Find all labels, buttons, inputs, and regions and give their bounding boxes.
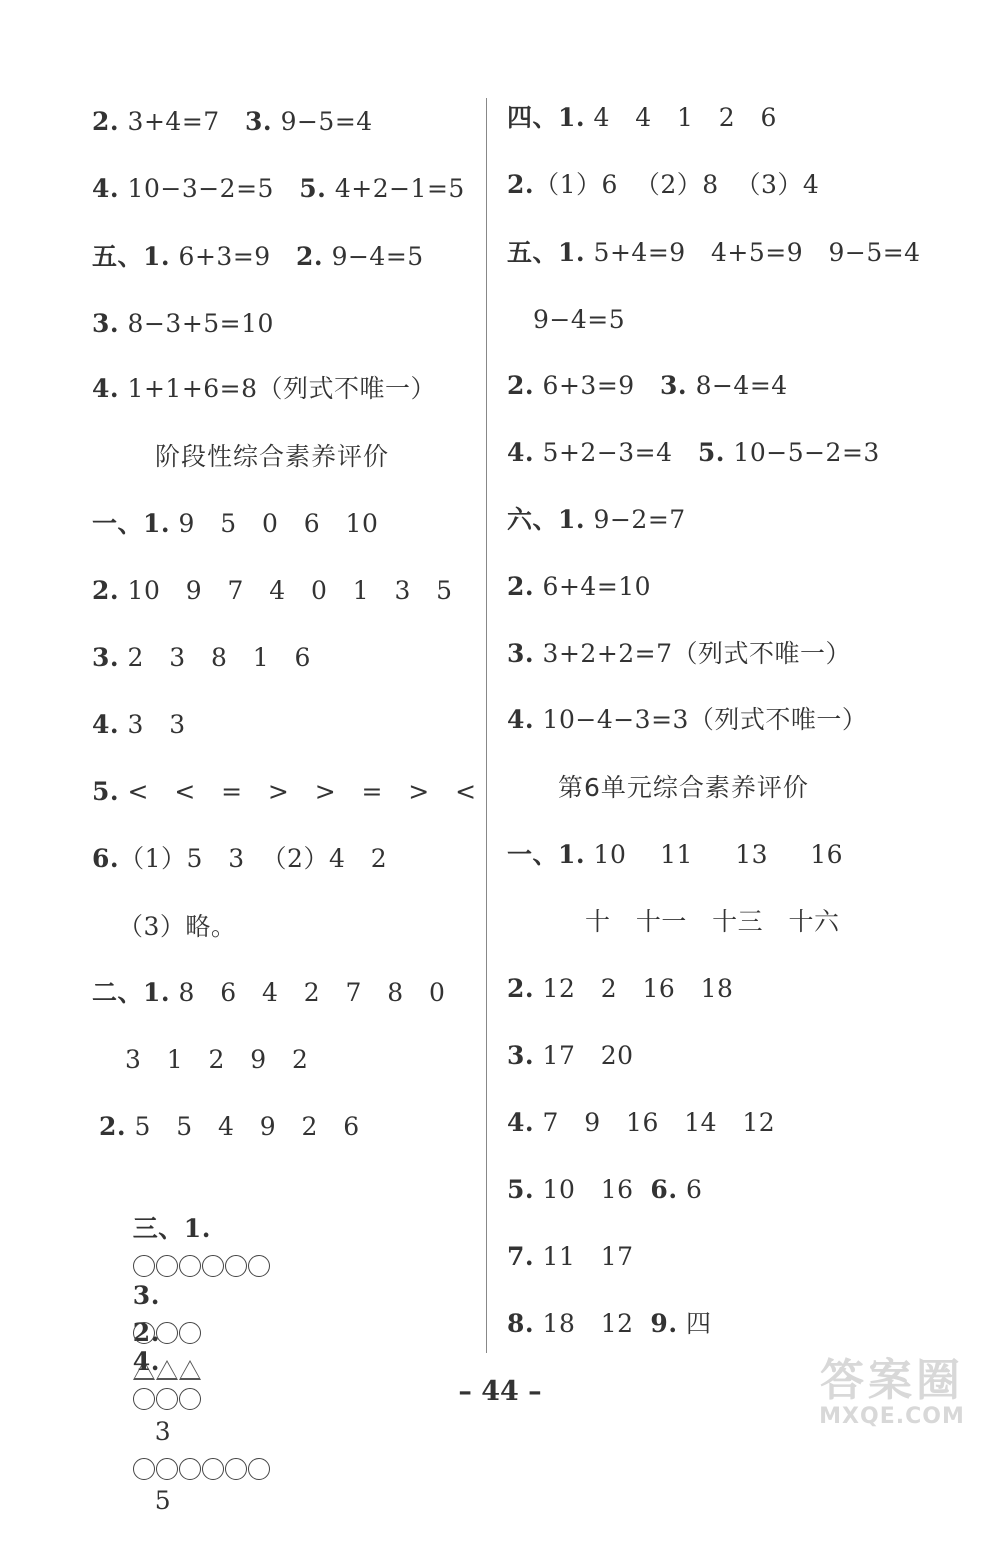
- answer-line: 6.（1）5 3 （2）4 2: [92, 844, 388, 873]
- circle-icon: [248, 1458, 270, 1480]
- circle-icon: [225, 1458, 247, 1480]
- column-divider: [486, 98, 487, 1353]
- watermark-logo: [802, 1357, 982, 1437]
- circle-icon: [248, 1255, 270, 1277]
- answer-line: 3. 2 3 8 1 6: [92, 643, 311, 672]
- answer-line: 7. 11 17: [507, 1242, 634, 1271]
- answer-line: 一、1. 10 11 13 16: [507, 840, 844, 869]
- circle-icon: [133, 1458, 155, 1480]
- answer-line: 4. 3 3: [92, 710, 186, 739]
- answer-line: 5. < < = > > = > <: [92, 777, 477, 806]
- circle-shapes: [133, 1450, 271, 1484]
- answer-line: 5. 10 16 6. 6: [507, 1175, 703, 1204]
- answer-line: 四、1. 4 4 1 2 6: [507, 103, 777, 132]
- answer-line: 3 1 2 9 2: [125, 1045, 309, 1074]
- answer-line: 4. 5+2−3=4 5. 10−5−2=3: [507, 438, 880, 467]
- answer-line: 3. 17 20: [507, 1041, 634, 1070]
- answer-line: 2. 3+4=7 3. 9−5=4: [92, 107, 373, 136]
- answer-line: 4. 10−3−2=5 5. 4+2−1=5: [92, 174, 465, 203]
- answer-line: 二、1. 8 6 4 2 7 8 0: [92, 978, 446, 1007]
- answer-line: 3. 3+2+2=7（列式不唯一）: [507, 639, 852, 668]
- watermark-url: MXQE.COM: [819, 1404, 965, 1429]
- watermark-title: 答案圈: [820, 1355, 964, 1406]
- answer-line: 4. 7 9 16 14 12: [507, 1108, 776, 1137]
- circle-icon: [202, 1255, 224, 1277]
- section-heading: 阶段性综合素养评价: [155, 442, 390, 471]
- answer-line: 9−4=5: [533, 305, 626, 334]
- answer-line-shapes: 4. 3 5: [99, 1311, 271, 1552]
- answer-line: 8. 18 12 9. 四: [507, 1309, 712, 1338]
- answer-line: （3）略。: [118, 912, 237, 941]
- answer-line: 六、1. 9−2=7: [507, 505, 686, 534]
- answer-line: 2. 6+3=9 3. 8−4=4: [507, 371, 788, 400]
- circle-icon: [179, 1458, 201, 1480]
- answer-line: 五、1. 5+4=9 4+5=9 9−5=4: [507, 238, 921, 267]
- answer-line-shapes: 3.: [99, 1245, 202, 1383]
- circle-icon: [202, 1458, 224, 1480]
- answer-line: 一、1. 9 5 0 6 10: [92, 509, 379, 538]
- answer-line: 2. 6+4=10: [507, 572, 652, 601]
- answer-line: 十 十一 十三 十六: [585, 907, 840, 936]
- answer-line: 3. 8−3+5=10: [92, 309, 274, 338]
- answer-line: 五、1. 6+3=9 2. 9−4=5: [92, 242, 424, 271]
- circle-icon: [225, 1255, 247, 1277]
- answer-line: 4. 1+1+6=8（列式不唯一）: [92, 374, 437, 403]
- page-number: – 44 –: [458, 1376, 542, 1407]
- answer-line-shapes: 三、1. 2.: [99, 1178, 271, 1419]
- answer-line: 4. 10−4−3=3（列式不唯一）: [507, 705, 868, 734]
- answer-line: 2. 12 2 16 18: [507, 974, 734, 1003]
- answer-line: 2. 10 9 7 4 0 1 3 5: [92, 576, 453, 605]
- answer-line: 2. 5 5 4 9 2 6: [99, 1112, 360, 1141]
- section-heading: 第6单元综合素养评价: [558, 773, 809, 802]
- answer-line: 2.（1）6 （2）8 （3）4: [507, 170, 820, 199]
- circle-icon: [156, 1458, 178, 1480]
